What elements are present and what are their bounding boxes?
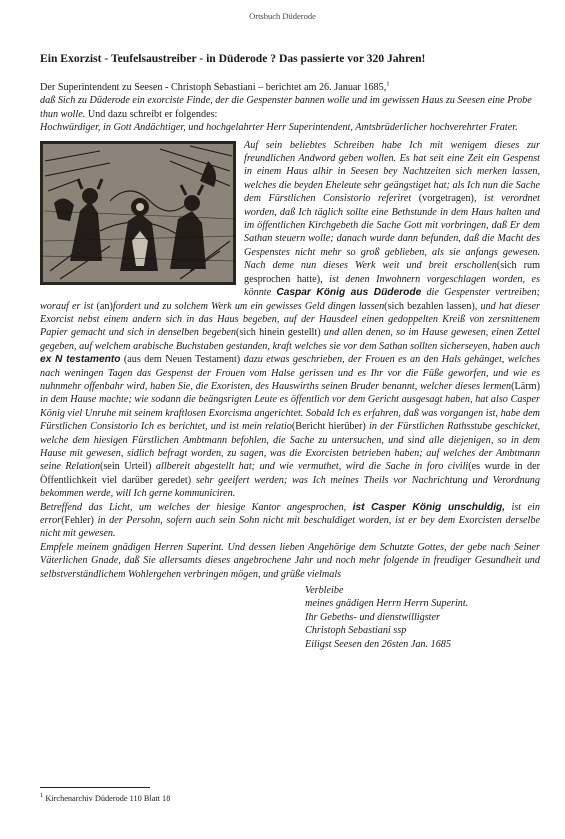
gloss: (sich bezahlen lassen) (384, 300, 475, 312)
intro-text: Der Superintendent zu Seesen - Christoph Sebastiani – berichtet am 26. Januar 1685, (40, 82, 387, 93)
intro-line (40, 81, 540, 94)
signature-line: Christoph Sebastiani ssp (305, 625, 407, 637)
letter-segment: fordert und zu solchem Werk um ein gewisses Geld dingen lassen (112, 300, 385, 312)
gloss: (sich hinein gestellt) (236, 327, 321, 339)
date-line: Eiligst Seesen den 26sten Jan. 1685 (305, 638, 451, 650)
gloss: (es wurde in der Öffentlichkeit viel darüber geredet) (40, 461, 540, 486)
gloss: (Bericht hierüber) (291, 421, 366, 433)
footnote-rule (40, 787, 150, 788)
highlighted-phrase: ex N testamento (40, 354, 121, 366)
letter-segment: allbereit abgestellt hat; und wie vermuthet, wird die Sache in foro civili (151, 461, 469, 473)
footnote-text: Kirchenarchiv Düderode 110 Blatt 18 (43, 794, 171, 803)
letter-segment: die Gespenster vertreiben; worauf er ist (40, 287, 540, 312)
woodcut-illustration (40, 141, 236, 285)
footnote (40, 794, 170, 803)
closing-line: meines gnädigen Herrn Herrn Superint. (305, 598, 469, 610)
footnote-mark: 1 (40, 792, 44, 800)
gloss: (Fehler) (61, 515, 94, 526)
letter-paragraph-3: Empfele meinem gnädigen Herren Superint. Und dessen lieben Angehörige dem Schutzte Gottes, der gebe nach Seiner Väterlichen Gnade, daß Sie allersamts dieses angebrochene Jahr und noch mehr folgende in freudiger Gesundheit und selbstverständlichem Wohlergehen verbringen mögen, und grüße vielmals (40, 541, 540, 580)
document-title: Ein Exorzist - Teufelsaustreiber - in Düderode ? Das passierte vor 320 Jahren! (40, 52, 426, 65)
letter-segment: in dem Hause machte; wie sodann die beängsrigten Leute es öffentlich vor dem Gericht ausgesagt haben, hat also Casper König viel Unruhe mit seinem kraftlosen Exorcisma angerichtet. Sobald Ich es erfahren, daß was vorgangen ist, habe dem Fürstlichen Consistorio Ich es berichtet, und ist mein relatio (40, 394, 540, 433)
gloss: (sein Urteil) (99, 461, 152, 473)
letter-segment: ist ein error (40, 501, 540, 526)
gloss: (aus dem Neuen Testament) (120, 354, 241, 366)
letter-segment: dazu etwas geschrieben, der Frouen es an den Hals gehänget, welches nach weningen Tagen das Gespenst der Frouen vom Halse gerissen und es Ihr vor die Füße geworfen, und wie es nuhnmehr offenbahr wird, haben Sie, die Exoristen, des Hauswirths seinen Bruder benannt, welcher dieses lermen (40, 354, 540, 392)
letter-segment: Betreffend das Licht, um welches der hiesige Kantor angesprochen, (40, 501, 353, 513)
letter-segment: sehr geeifert werden; was Ich meines Theils vor Nachrichtung und Verordnung bekommen werde, will Ich gerne kommuniciren. (40, 474, 540, 500)
quote-text: daß Sich zu Düderode ein exorciste Finde, der die Gespenster bannen wolle und im gewissen Haus zu Seesen eine Probe thun wolle. (40, 95, 532, 120)
gloss: (an) (96, 300, 113, 312)
gloss: (vorgetragen) (418, 193, 474, 205)
closing-line: Verbleibe (305, 585, 344, 597)
gloss: (Lärm) (511, 380, 540, 392)
intro-quote (40, 94, 540, 121)
letter-segment: , und hat dieser Exorcist nebst einem andern sich in das Haus begeben, auf der Hausdeel einen gedoppelten Kreiß von zersnittenem Papier gemacht und sich in denselben begeben (40, 300, 540, 339)
letter-segment: , ist verordnet worden, daß Ich täglich sollte eine Bethstunde in dem Haus halten und im öffentlichen Kirchgebeth die Sache Gott mit vorbringen, daß Er dem Sathan steuern wolle; danach wurde dann befunden, daß die Macht des Gespenstes nicht mehr so groß geblieben, als sie anfangs gewesen. Nach deme nun dieses Werk weit und breit erschollen (244, 193, 540, 272)
highlighted-name: ist Casper König unschuldig, (352, 501, 506, 513)
letter-paragraph-2 (40, 501, 540, 541)
closing-line: Ihr Gebeths- und dienstwilligster (305, 611, 440, 623)
intro-plain-text: Und dazu schreibt er folgendes: (85, 108, 218, 120)
letter-segment: und allen denen, so im Hause gewesen, einen Zettel gegeben, auf welchem arabische Buchstaben gestanden, kraft welches sie vor dem Sathan sollten sicherseyen, haben auch (40, 327, 540, 352)
letter-segment: in der Fürstlichen Rathsstube geschicket, welche dem hiesigen Fürstlichen Ambtmann befohlen, die Sache zu untersuchen, und sind alle diejenigen, so in dem Hause mit gewesen, sidlich befragt worden, zu sagen, was die Exorcisten betrieben haben; auf welches der Ambtmann seine Relation (40, 421, 540, 473)
letter-segment: Auf sein beliebtes Schreiben habe Ich mit wenigem dieses zur freundlichen Andword geben wollen. Es hat seit eine Zeit ein Gespenst in einem Haus alhir in Seesen bey Nachtzeiten sich merken lassen, welches die beyden Eheleute sehr geängstiget hat; als Ich nun die Sache dem Fürstlichen Consistorio referiret (244, 139, 540, 205)
footnote-ref: 1 (386, 80, 390, 88)
running-header: Ortsbuch Düderode (249, 11, 316, 21)
gloss: (sich rum gesprochen hatte) (244, 260, 540, 285)
document-body (40, 81, 540, 651)
highlighted-name: Caspar König aus Düderode (276, 287, 422, 299)
letter-segment: , ist denen Inwohnern vorgeschlagen worden, es könnte (244, 273, 540, 299)
salutation: Hochwürdiger, in Gott Andächtiger, und hochgelahrter Herr Superintendent, Amtsbrüderlicher hochverehrter Frater. (40, 122, 518, 134)
letter-segment: in der Persohn, sofern auch sein Sohn nicht mit beschuldiget worden, ist er bey dem Exorcisten derselbe nicht mit gewesen. (40, 515, 540, 540)
